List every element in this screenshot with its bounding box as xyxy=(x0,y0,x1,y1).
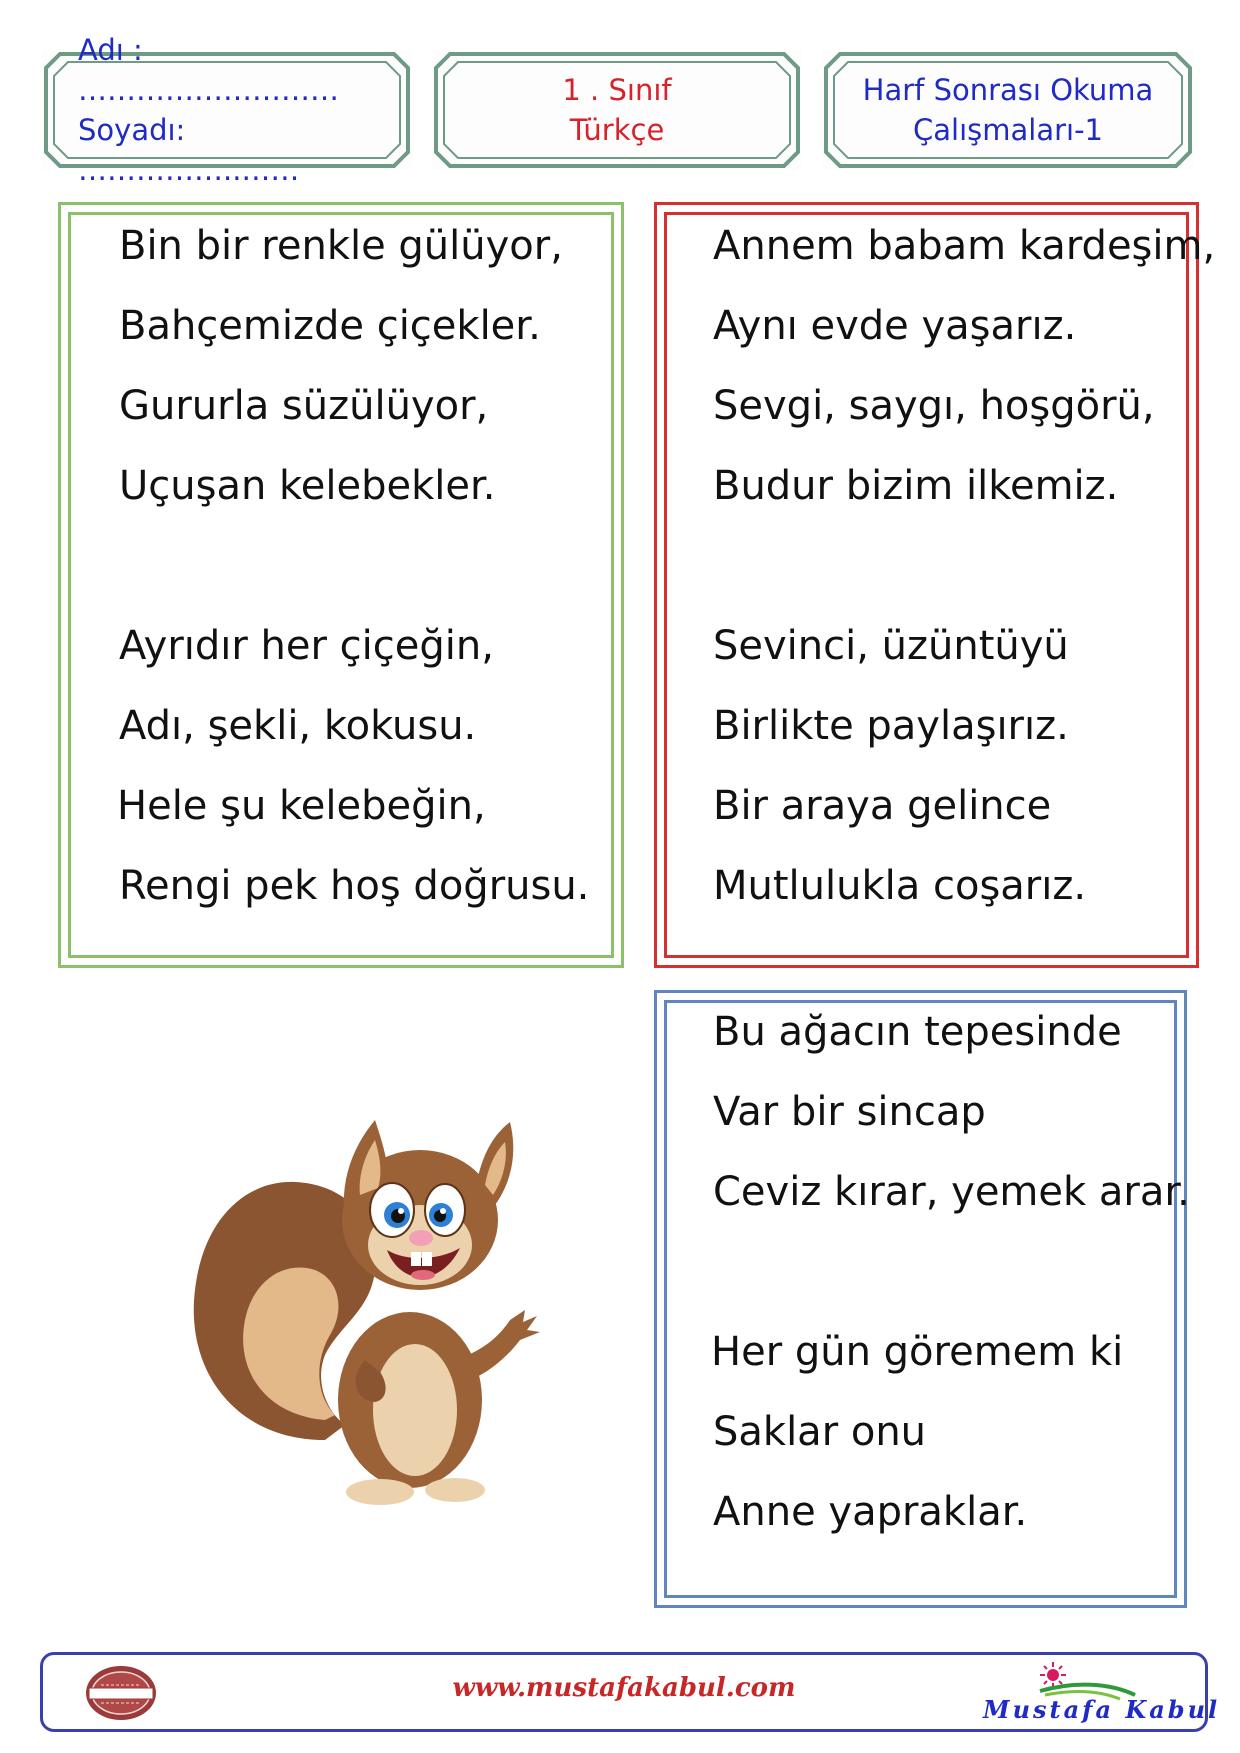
blue-poem-box xyxy=(654,990,1190,1608)
worksheet-title-line1: Harf Sonrası Okuma xyxy=(862,73,1154,107)
worksheet-title-line2: Çalışmaları-1 xyxy=(913,113,1103,147)
website-url[interactable]: www.mustafakabul.com xyxy=(452,1673,796,1703)
grade-plaque xyxy=(432,50,802,170)
title-plaque xyxy=(822,50,1194,170)
poem-line: Mutlulukla coşarız. xyxy=(713,863,1087,909)
poem-line: Ayrıdır her çiçeğin, xyxy=(119,623,494,669)
green-poem-box xyxy=(58,202,624,968)
poem-line: Anne yapraklar. xyxy=(713,1489,1028,1535)
poem-line: Annem babam kardeşim, xyxy=(713,223,1216,269)
poem-line: Bin bir renkle gülüyor, xyxy=(119,223,563,269)
poem-line: Rengi pek hoş doğrusu. xyxy=(119,863,590,909)
name-field-label: Adı : ……………………… xyxy=(78,33,339,107)
grade-label: 1 . Sınıf xyxy=(562,73,672,107)
poem-line: Bir araya gelince xyxy=(713,783,1052,829)
name-plaque xyxy=(42,33,412,187)
poem-line: Her gün göremem ki xyxy=(711,1329,1124,1375)
poem-line: Gururla süzülüyor, xyxy=(119,383,489,429)
poem-line: Aynı evde yaşarız. xyxy=(713,303,1077,349)
footer-bar xyxy=(40,1652,1221,1732)
poem-line: Birlikte paylaşırız. xyxy=(713,703,1069,749)
poem-line: Ceviz kırar, yemek arar. xyxy=(713,1169,1190,1215)
poem-line: Saklar onu xyxy=(713,1409,927,1455)
poem-line: Var bir sincap xyxy=(713,1089,986,1135)
poem-line: Hele şu kelebeğin, xyxy=(117,783,486,829)
poem-line: Bahçemizde çiçekler. xyxy=(119,303,541,349)
poem-line: Adı, şekli, kokusu. xyxy=(119,703,477,749)
subject-label: Türkçe xyxy=(569,113,665,147)
red-poem-box xyxy=(654,202,1216,968)
poem-line: Sevinci, üzüntüyü xyxy=(713,623,1069,669)
author-signature: Mustafa Kabul xyxy=(983,1695,1221,1724)
poem-line: Uçuşan kelebekler. xyxy=(119,463,496,509)
poem-line: Bu ağacın tepesinde xyxy=(713,1009,1122,1055)
squirrel-illustration xyxy=(175,1110,565,1510)
surname-field-label: Soyadı: ……………..…… xyxy=(78,113,300,187)
poem-line: Budur bizim ilkemiz. xyxy=(713,463,1119,509)
poem-line: Sevgi, saygı, hoşgörü, xyxy=(713,383,1155,429)
